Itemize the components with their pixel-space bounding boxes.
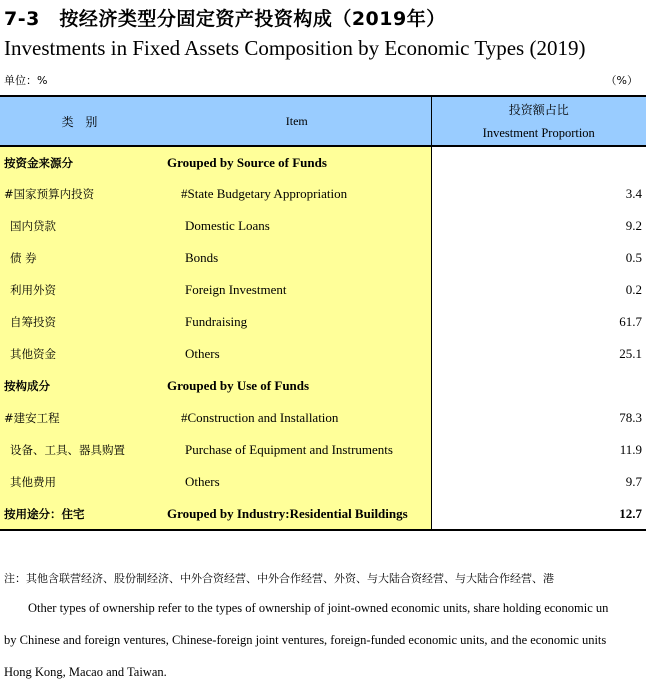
row-label-cn: 债 券 — [0, 242, 163, 274]
row-label-en: Foreign Investment — [163, 274, 431, 306]
row-label-en: Domestic Loans — [163, 210, 431, 242]
header-value — [431, 96, 646, 146]
row-label-cn: 其他费用 — [0, 466, 163, 498]
row-label-en: Others — [163, 466, 431, 498]
row-label-cn: 其他资金 — [0, 338, 163, 370]
header-item: Item — [163, 96, 431, 146]
footnote-cn: 注：其他含联营经济、股份制经济、中外合资经营、中外合作经营、外资、与大陆合资经营、与大陆合作经营、港 — [4, 572, 554, 585]
header-value-en: Investment Proportion — [482, 126, 595, 140]
row-label-cn: 利用外资 — [0, 274, 163, 306]
unit-label: 单位：% — [4, 74, 48, 87]
row-label-en: Grouped by Source of Funds — [163, 146, 431, 178]
row-value: 61.7 — [431, 306, 646, 338]
footnote-en-line-1: Other types of ownership refer to the types of ownership of joint-owned economic units, share holding economic un — [28, 601, 609, 615]
table-row — [0, 210, 646, 242]
row-label-en: Grouped by Use of Funds — [163, 370, 431, 402]
table-row — [0, 274, 646, 306]
row-label-en: Purchase of Equipment and Instruments — [163, 434, 431, 466]
row-value: 3.4 — [431, 178, 646, 210]
row-label-cn: 国内贷款 — [0, 210, 163, 242]
row-label-en: Others — [163, 338, 431, 370]
table-row — [0, 434, 646, 466]
row-value: 9.7 — [431, 466, 646, 498]
table-header-row — [0, 96, 646, 146]
row-label-cn: 按资金来源分 — [0, 146, 163, 178]
row-label-en: Fundraising — [163, 306, 431, 338]
row-label-cn: 设备、工具、器具购置 — [0, 434, 163, 466]
header-category: 类 别 — [0, 96, 163, 146]
table-row — [0, 498, 646, 530]
table-row — [0, 402, 646, 434]
row-value: 0.5 — [431, 242, 646, 274]
row-label-en: #State Budgetary Appropriation — [163, 178, 431, 210]
table-row — [0, 146, 646, 178]
unit-label-right: （%） — [605, 74, 638, 87]
row-label-cn: 自筹投资 — [0, 306, 163, 338]
table-row — [0, 178, 646, 210]
row-label-en: Grouped by Industry:Residential Buildings — [163, 498, 431, 530]
table-title-cn: 7-3 按经济类型分固定资产投资构成（2019年） — [4, 8, 446, 30]
table-row — [0, 370, 646, 402]
row-value — [431, 370, 646, 402]
table-row — [0, 466, 646, 498]
row-label-cn: 按用途分：住宅 — [0, 498, 163, 530]
table-row — [0, 338, 646, 370]
footnote-en-line-2: by Chinese and foreign ventures, Chinese-foreign joint ventures, foreign-funded economic units, and the economic units — [4, 633, 607, 647]
table-row — [0, 242, 646, 274]
investment-table — [0, 95, 646, 531]
row-label-en: #Construction and Installation — [163, 402, 431, 434]
row-label-cn: #建安工程 — [0, 402, 163, 434]
row-label-en: Bonds — [163, 242, 431, 274]
row-value: 25.1 — [431, 338, 646, 370]
table-row — [0, 306, 646, 338]
table-title-en: Investments in Fixed Assets Composition by Economic Types (2019) — [4, 36, 586, 60]
row-label-cn: #国家预算内投资 — [0, 178, 163, 210]
row-value: 78.3 — [431, 402, 646, 434]
row-value: 0.2 — [431, 274, 646, 306]
footnote-en-line-3: Hong Kong, Macao and Taiwan. — [4, 665, 167, 679]
header-value-cn: 投资额占比 — [508, 103, 569, 117]
row-value — [431, 146, 646, 178]
row-value: 12.7 — [431, 498, 646, 530]
row-label-cn: 按构成分 — [0, 370, 163, 402]
row-value: 11.9 — [431, 434, 646, 466]
row-value: 9.2 — [431, 210, 646, 242]
